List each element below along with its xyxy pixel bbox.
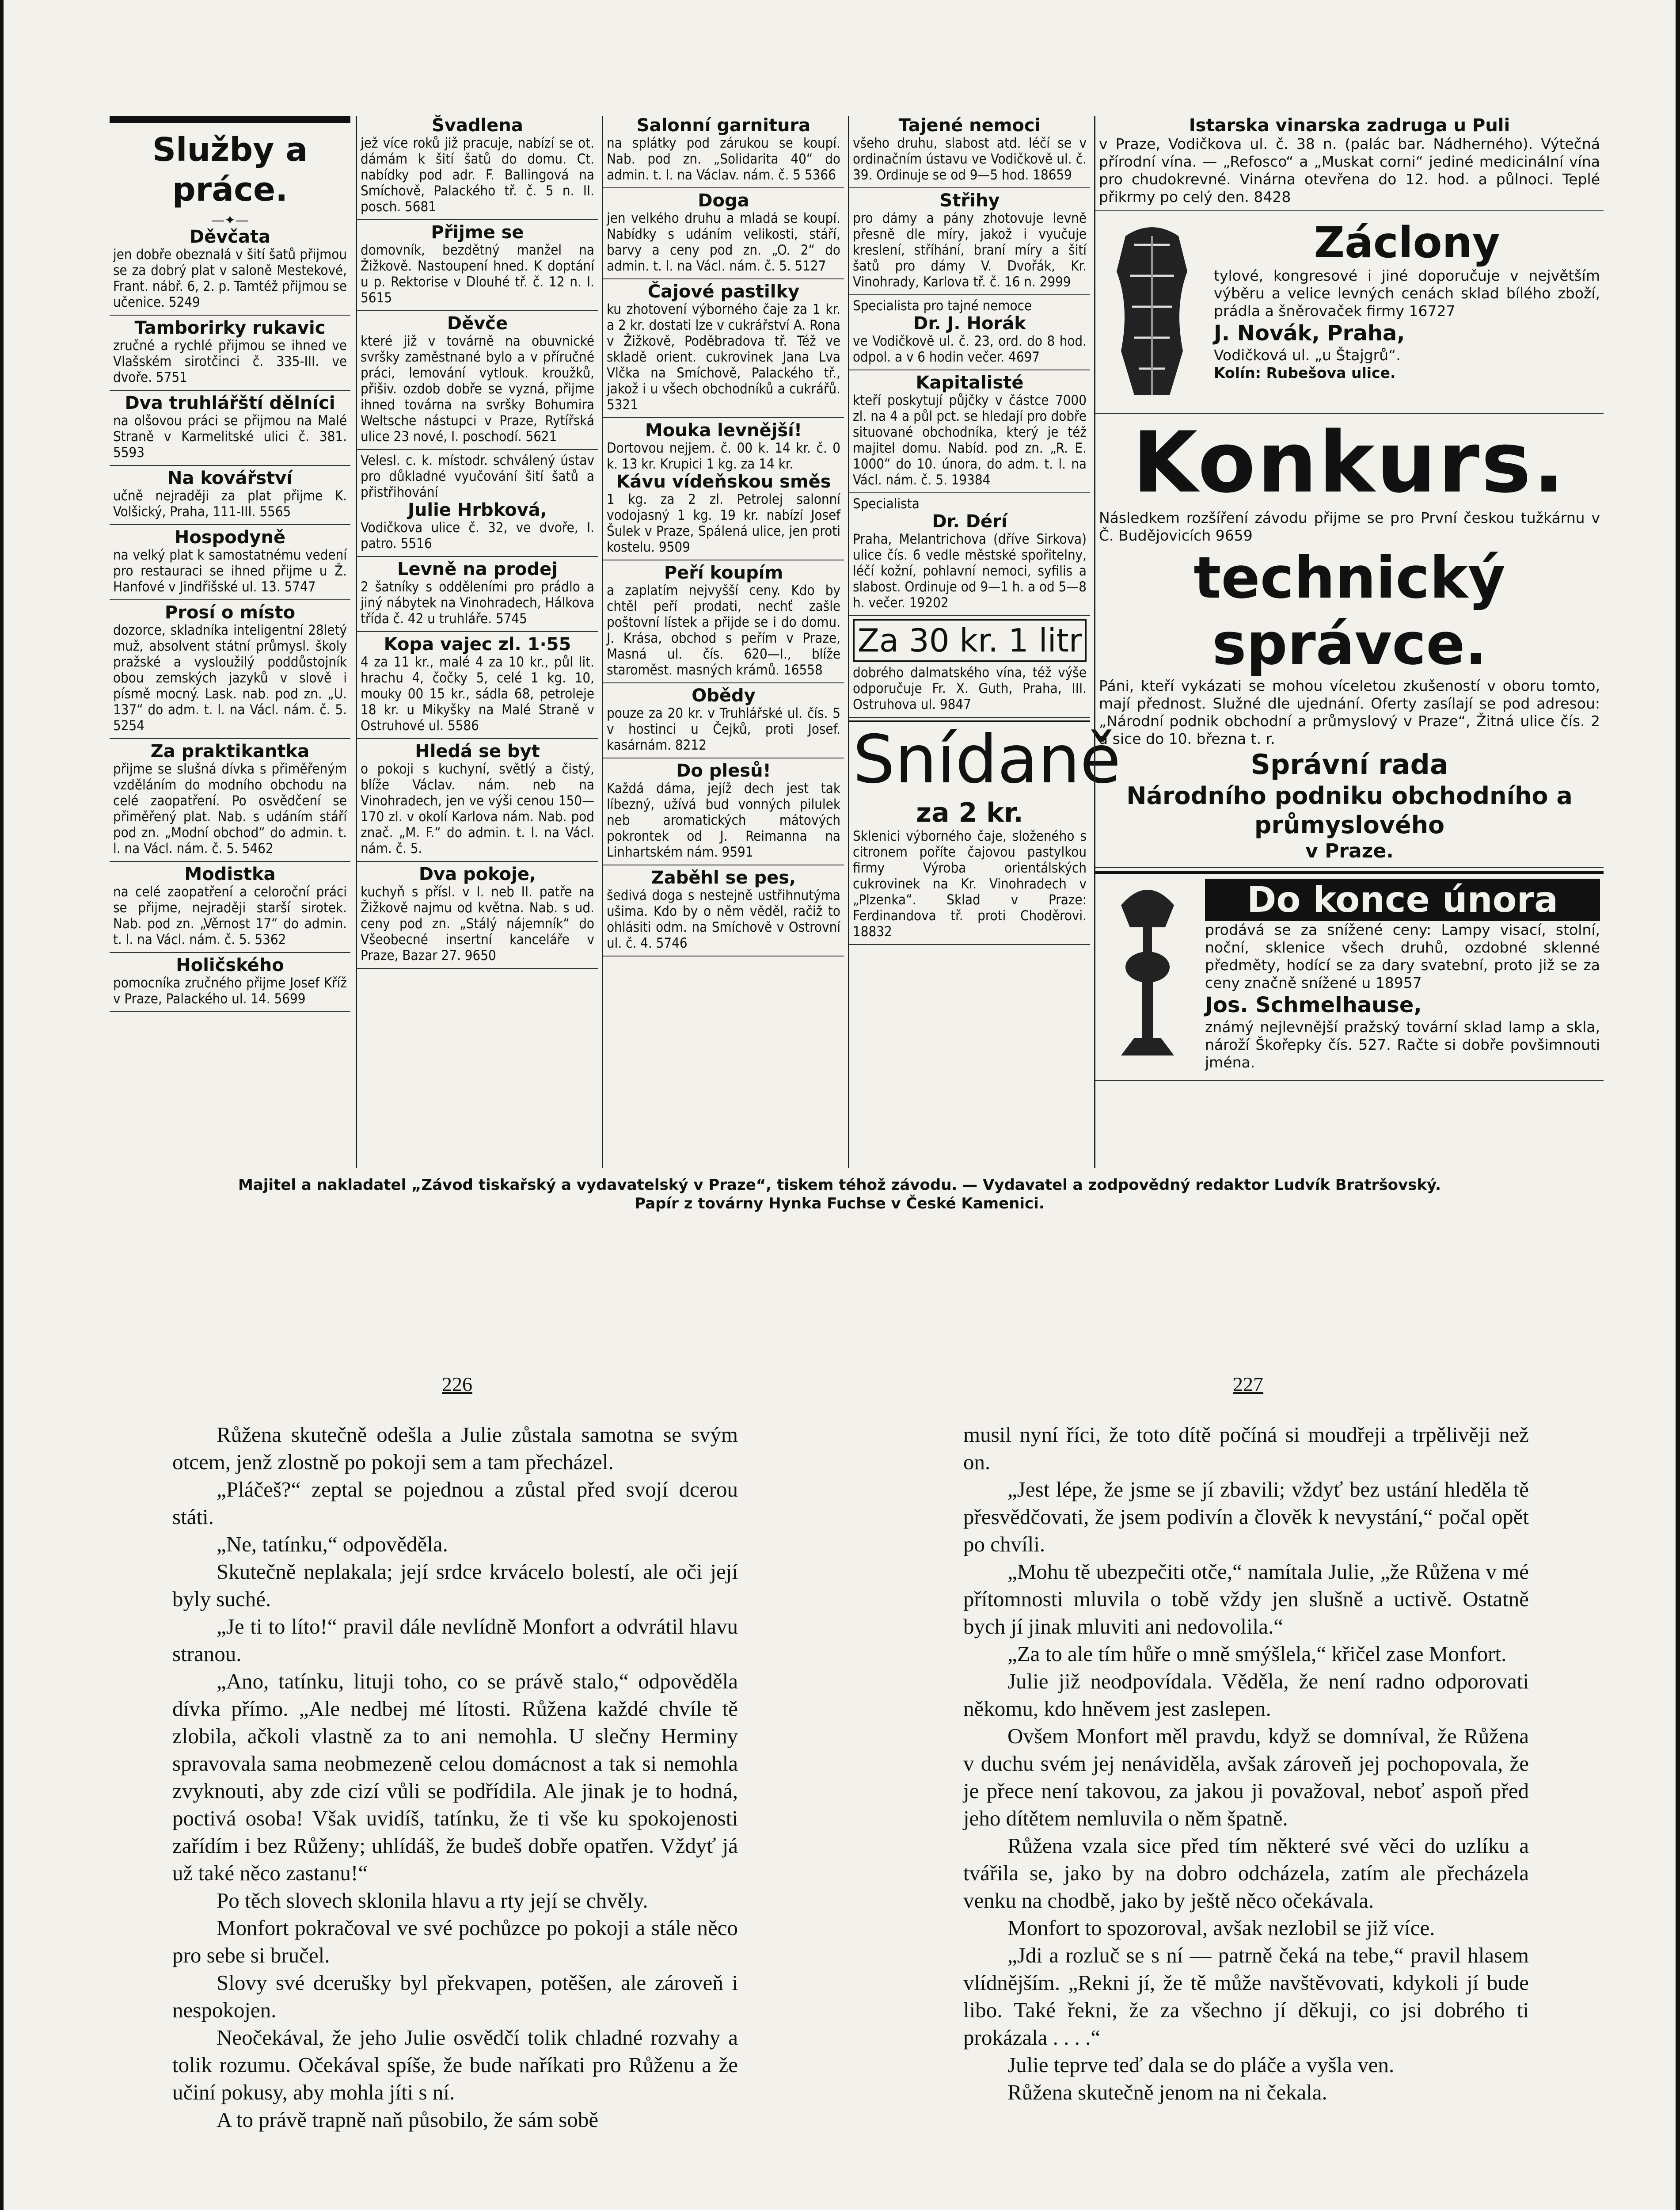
impressum <box>177 1176 1502 1213</box>
ad-istarska <box>1095 116 1604 211</box>
ad-text: kuchyň s přísl. v I. neb II. patře na Žižkově najmu od května. Nab. s ud. ceny pod zn. „Stálý nájemník“ do Všeobecné insertní kanceláře v Praze, Bazar 27. 9650 <box>361 884 594 964</box>
ad-title: Peří koupím <box>664 563 783 583</box>
ad-text: jen dobře obeznalá v šití šatů přijmou se za dobrý plat v saloně Mestekové, Frant. nábř. 6, 2. p. Tamtéž přijmou se učenice. 5249 <box>113 247 347 310</box>
ad-text: Velesl. c. k. místodr. schválený ústav pro důkladné vyučování šití šatů a přistřihování <box>361 453 594 500</box>
story-column-right <box>963 1421 1529 2106</box>
ad-holicsky <box>110 956 350 1012</box>
ad-text: známý nejlevnější pražský tovární sklad lamp a skla, nároží Škořepky čís. 527. Račte si dobře povšimnouti jména. <box>1205 1018 1600 1071</box>
ad-dr-horak <box>849 298 1090 370</box>
ad-text: pouze za 20 kr. v Truhlářské ul. čís. 5 v hostinci u Čejků, proti Josef. kasárnám. 8212 <box>607 705 840 753</box>
paragraph: Skutečně neplakala; její srdce krvácelo bolestí, ale oči její byly suché. <box>172 1559 738 1611</box>
ad-truhlari <box>110 393 350 466</box>
ad-title: Za 30 kr. 1 litr <box>853 619 1087 662</box>
paragraph: Růžena skutečně odešla a Julie zůstala samotna se svým otcem, jenž zlostně po pokoji sem a tam přecházel. <box>172 1422 738 1474</box>
paragraph: Julie teprve teď dala se do pláče a vyšla ven. <box>1007 2053 1395 2077</box>
ad-text: Sklenici výborného čaje, složeného s citronem poříte čajovou pastylkou firmy Výroba orientálských cukrovinek na Kr. Vinohradech v „Plzenka“. Sklad v Praze: Ferdinandova tř. proti Choděrovi. 18832 <box>853 828 1087 940</box>
ad-title: Kávu vídeňskou směs <box>616 472 831 492</box>
ad-title: Konkurs. <box>1132 414 1567 511</box>
ad-title: Modistka <box>184 864 276 884</box>
ad-devcata <box>110 227 350 316</box>
ad-hleda-se-byt <box>357 742 598 862</box>
ad-cajove-pastilky <box>603 282 844 418</box>
paragraph: „Je ti to líto!“ pravil dále nevlídně Monfort a odvrátil hlavu stranou. <box>172 1614 738 1666</box>
ad-title: Tamborirky rukavic <box>134 318 326 338</box>
ads-column-5 <box>1094 116 1604 1168</box>
ad-city: v Praze. <box>1305 840 1394 862</box>
ad-text: dozorce, skladníka inteligentní 28letý muž, absolvent státní průmysl. školy pražské a vysloužilý poddůstojník obou zemských jazyků v slově i písmě mocný. Lask. nab. pod zn. „U. 137“ do adm. t. l. na Václ. nám. č. 5. 5254 <box>113 622 347 734</box>
page-number-left: 226 <box>442 1373 472 1395</box>
ad-text: o pokoji s kuchyní, světlý a čistý, blíže Václav. nám. neb na Vinohradech, jen ve výši cenou 150—170 zl. v okolí Karlova nám. Nab. pod znač. „M. F.“ do admin. t. l. na Václ. nám. č. 5. <box>361 761 594 857</box>
paragraph: „Ne, tatínku,“ odpověděla. <box>217 1532 448 1556</box>
ad-address: Vodičková ul. „u Štajgrů“. <box>1214 347 1401 364</box>
ad-text: jež více roků již pracuje, nabízí se ot. dámám k šití šatů do domu. Ct. nabídky pod adr. F. Ballingová na Smíchově, Palackého tř. č. 5 n. II. posch. 5681 <box>361 135 594 215</box>
paragraph: Růžena vzala sice před tím některé své věci do uzlíku a tvářila se, jako by na dobro odcházela, zatím ale přecházela venku na chodbě, jako by ještě něco očekávala. <box>963 1833 1529 1913</box>
ad-title: Prosí o místo <box>164 602 296 623</box>
ad-title: Dva pokoje, <box>418 864 536 884</box>
ad-text: tylové, kongresové i jiné doporučuje v největším výběru a velice levných cenách sklad bílého zboží, prádla a šněrovaček firmy 16727 <box>1214 267 1600 320</box>
ad-text: na olšovou práci se přijmou na Malé Straně v Karmelitské ulici č. 381. 5593 <box>113 413 347 461</box>
ad-snidane <box>849 720 1121 945</box>
ad-modistka <box>110 865 350 953</box>
ad-title: Istarska vinarska zadruga u Puli <box>1189 115 1510 136</box>
ad-zaclony <box>1095 214 1604 414</box>
ad-text: přijme se slušná dívka s přiměřeným vzděláním do modního obchodu na celé zaopatření. Po osvědčení se přiměřený plat. Nab. s udáním stáří pod zn. „Modní obchod“ do admin. t. l. na Václ. nám. č. 5. 5462 <box>113 761 347 857</box>
paragraph: „Jdi a rozluč se s ní — patrně čeká na tebe,“ pravil hlasem vlídnějším. „Rekni jí, že tě může navštěvovati, kdykoli jí bude libo. Také řekni, že za všechno jí děkuji, co jsi dobrého ti prokázala . . . .“ <box>963 1943 1529 2050</box>
ad-praktikantka <box>110 742 350 862</box>
ad-text: šedivá doga s nestejně ustřihnutýma ušima. Kdo by o něm věděl, račiž to ohlásiti odm. na Smíchově v Ostrovní ul. č. 4. 5746 <box>607 888 840 951</box>
ad-title: Kapitalisté <box>916 373 1024 393</box>
ad-dr-deri <box>849 496 1090 616</box>
ad-title: Obědy <box>692 686 756 706</box>
ad-pretitle: Specialista <box>853 496 920 512</box>
paragraph: A to právě trapně naň působilo, že sám sobě <box>217 2107 599 2132</box>
ad-devce <box>357 314 598 450</box>
ad-strihy <box>849 191 1090 295</box>
ads-column-1 <box>110 116 350 1168</box>
ad-text: Dortovou nejjem. č. 00 k. 14 kr. č. 0 k. 13 kr. Krupici 1 kg. za 14 kr. <box>607 440 840 472</box>
ad-title: Levně na prodej <box>397 559 558 579</box>
ad-text: které již v továrně na obuvnické svršky zaměstnané bylo a v příručné práci, lemování vytlouk. kroužků, přišiv. ozdob dobře se vyzná, přijme ihned továrna na svršky Bohumira Weltsche nástupci v Praze, Rytířská ulice 23 nové, I. poschodí. 5621 <box>361 333 594 445</box>
ad-branch: Kolín: Rubešova ulice. <box>1214 364 1396 381</box>
lamp-illustration <box>1099 879 1196 1069</box>
paragraph: Neočekával, že jeho Julie osvědčí tolik chladné rozvahy a tolik rozumu. Očekával spíše, že bude naříkati pro Růženu a že učiní pokusy, aby mohla jíti s ní. <box>172 2025 738 2104</box>
ad-peri-koupim <box>603 563 844 683</box>
page-number-right: 227 <box>1233 1373 1263 1395</box>
ad-org: Národního podniku obchodního a průmyslového <box>1126 782 1573 839</box>
advertisement-section <box>110 116 1603 1172</box>
ad-text: 2 šatníky s odděleními pro prádlo a jiný nábytek na Vinohradech, Hálkova třída č. 42 u truhláře. 5745 <box>361 579 594 627</box>
ad-text: a zaplatím nejvyšší ceny. Kdo by chtěl peří prodati, nechť zašle poštovní lístek a přijde se i do domu. J. Krása, obchod s peřím v Praze, Masná ul. čís. 620—I., blíže staroměst. masných krámů. 16558 <box>607 583 840 678</box>
ad-svadlena <box>357 116 598 220</box>
ad-zabehl-se-pes <box>603 868 844 956</box>
ad-vino <box>849 619 1090 718</box>
ad-signature: Správní rada <box>1250 748 1448 781</box>
ad-title: Do plesů! <box>676 761 771 781</box>
ad-do-plesu <box>603 761 844 865</box>
ad-text: ku zhotovení výborného čaje za 1 kr. a 2 kr. dostati lze v cukrářství A. Rona v Žižkově, Poděbradova tř. Též ve skladě orient. cukrovinek Jana Lva Vlčka na Smíchově, Palackého tř., jakož i u všech obchodníků a cukrářů. 5321 <box>607 301 840 413</box>
ad-title: Záclony <box>1314 218 1500 267</box>
ad-title: Hledá se byt <box>415 741 540 762</box>
ad-text: v Praze, Vodičkova ul. č. 38 n. (palác bar. Nádherného). Výtečná přírodní vína. — „Refosco“ a „Muskat corni“ jediné medicinální vína pro chudokrevné. Vinárna otevřena do 12. hod. a půlnoci. Teplé přikrmy po celý den. 8428 <box>1099 135 1600 206</box>
ad-subtitle: za 2 kr. <box>916 797 1023 828</box>
ad-title: Kopa vajec zl. 1·55 <box>384 634 571 655</box>
paragraph: Slovy své dcerušky byl překvapen, potěšen, ale zároveň i nespokojen. <box>172 1970 738 2022</box>
paragraph: Po těch slovech sklonila hlavu a rty její se chvěly. <box>217 1888 648 1913</box>
ads-column-3 <box>602 116 844 1168</box>
paragraph: Julie již neodpovídala. Věděla, že není radno odporovati někomu, kdo hněvem jest zaslepen. <box>963 1669 1529 1721</box>
corset-illustration <box>1099 218 1205 404</box>
ad-pretitle: Specialista pro tajné nemoce <box>853 298 1032 314</box>
ad-text: dobrého dalmatského vína, též výše odporučuje Fr. X. Guth, Praha, III. Ostruhova ul. 9847 <box>853 665 1087 713</box>
paragraph: Růžena skutečně jenom na ni čekala. <box>1007 2080 1327 2104</box>
ad-text: zručné a rychlé přijmou se ihned ve Vlašském sirotčinci č. 335-III. ve dvoře. 5751 <box>113 338 347 385</box>
ad-text: na splátky pod zárukou se koupí. Nab. pod zn. „Solidarita 40“ do admin. t. l. na Václav. nám. č. 5 5366 <box>607 135 840 183</box>
ads-column-4 <box>848 115 1121 1168</box>
ad-title: Tajené nemoci <box>898 115 1041 136</box>
ad-title: Mouka levnější! <box>645 420 802 441</box>
ad-title: Na kovářství <box>167 468 293 488</box>
ad-text: kteří poskytují půjčky v částce 7000 zl. na 4 a půl pct. se hledají pro dobře situované obchodníka, který je též majitel domu. Nabíd. pod zn. „R. E. 1000“ do 10. února, do adm. t. l. na Václ. nám. č. 5. 19384 <box>853 392 1087 488</box>
ad-title: Doga <box>698 191 749 211</box>
paragraph: Monfort pokračoval ve své pochůzce po pokoji a stále něco pro sebe si bručel. <box>172 1916 738 1967</box>
ad-konkurs <box>1095 416 1604 868</box>
ad-text: jen velkého druhu a mladá se koupí. Nabídky s udáním velikosti, stáří, barvy a ceny pod zn. „O. 2“ do admin. t. l. na Václ. nám. č. 5. 5127 <box>607 210 840 274</box>
ad-text: pomocníka zručného přijme Josef Kříž v Praze, Palackého ul. 14. 5699 <box>113 975 347 1007</box>
impressum-line: Majitel a nakladatel „Závod tiskařský a vydavatelský v Praze“, tiskem téhož závodu. — Vydavatel a zodpovědný redaktor Ludvík Bratršovský. <box>238 1176 1441 1194</box>
ad-title: Zaběhl se pes, <box>651 868 796 888</box>
ad-do-konce-unora <box>1095 871 1604 1081</box>
ad-text: učně nejraději za plat přijme K. Volšický, Praha, 111-III. 5565 <box>113 488 347 520</box>
ad-prosi-o-misto <box>110 603 350 739</box>
ad-subtitle: technický správce. <box>1193 544 1505 678</box>
ad-text: všeho druhu, slabost atd. léčí se v ordinačním ústavu ve Vodičkově ul. č. 39. Ordinuje se od 9—5 hod. 18659 <box>853 135 1087 183</box>
ad-title: Přijme se <box>431 222 524 243</box>
ad-kopa-vajec <box>357 635 598 739</box>
ad-text: Praha, Melantrichova (dříve Sirkova) ulice čís. 6 vedle městské spořitelny, léčí kožní, pohlavní nemoci, syfilis a slabost. Ordinuje od 9—1 h. a od 5—8 h. večer. 19202 <box>853 531 1087 611</box>
ad-text: Následkem rozšíření závodu přijme se pro První českou tužkárnu v Č. Budějovicích 9659 <box>1099 509 1600 544</box>
ad-doga <box>603 191 844 279</box>
ad-text: domovník, bezdětný manžel na Žižkově. Nastoupení hned. K doptání u p. Rektorise v Dlouhé tř. č. 12 n. I. 5615 <box>361 242 594 306</box>
ad-obedy <box>603 686 844 758</box>
ad-levne-na-prodej <box>357 560 598 632</box>
ad-title: Julie Hrbková, <box>408 500 547 520</box>
impressum-line: Papír z továrny Hynka Fuchse v České Kamenici. <box>635 1195 1045 1212</box>
ad-firm: J. Novák, Praha, <box>1214 321 1405 346</box>
ad-text: Páni, kteří vykázati se mohou víceletou zkušeností v oboru tomto, mají přednost. Služné dle ujednání. Oferty zasílají se pod adresou: „Národní podnik obchodní a průmyslový v Praze“, Žitná ulice čís. 2 a sice do 10. března t. r. <box>1099 677 1600 747</box>
ad-title: Za praktikantka <box>150 741 310 762</box>
ad-julie-hrbkova <box>357 453 598 557</box>
ad-tajene-nemoci <box>849 116 1090 188</box>
ad-text: prodává se za snížené ceny: Lampy visací, stolní, noční, sklenice všech druhů, ozdobné sklenné předměty, hodící se za dary svatební, proto již se za ceny značně snížené u 18957 <box>1205 921 1600 991</box>
ad-hospodyne <box>110 528 350 600</box>
ad-title: Střihy <box>939 191 1000 211</box>
ad-title: Čajové pastilky <box>647 282 800 302</box>
ad-title: Salonní garnitura <box>636 115 811 136</box>
ad-title: Děvče <box>447 313 508 334</box>
ornament: —✦— <box>211 213 249 228</box>
paragraph: Monfort to spozoroval, avšak nezlobil se již více. <box>1007 1916 1435 1940</box>
ad-title: Dr. J. Horák <box>913 313 1026 334</box>
section-heading: Služby a práce. <box>110 116 350 210</box>
ad-text: Vodičkova ulice č. 32, ve dvoře, I. patro. 5516 <box>361 520 594 552</box>
story-column-left <box>172 1421 738 2134</box>
paragraph: musil nyní říci, že toto dítě počíná si moudřeji a trpělivěji než on. <box>963 1422 1529 1474</box>
paragraph: „Za to ale tím hůře o mně smýšlela,“ křičel zase Monfort. <box>1007 1642 1507 1666</box>
ad-prijme-se <box>357 223 598 311</box>
ad-text: 1 kg. za 2 zl. Petrolej salonní vodojasný 1 kg. 19 kr. nabízí Josef Šulek v Praze, Spálená ulice, jen proti kostelu. 9509 <box>607 492 840 555</box>
ad-text: pro dámy a pány zhotovuje levně přesně dle míry, jakož i vyučuje kreslení, stříhání, braní míry a šití šatů pro dámy V. Dvořák, Kr. Vinohrady, Karlova tř. č. 16 n. 2999 <box>853 210 1087 290</box>
paragraph: „Ano, tatínku, lituji toho, co se právě stalo,“ odpověděla dívka přímo. „Ale nedbej mé lítosti. Růžena každé chvíle tě zlobila, ačkoli vlastně za to ani nemohla. U slečny Herminy spravovala sama neobmezeně celou domácnost a tak si nemohla zvyknouti, aby zde cizí vůli se podřídila. Ale jinak je to hodná, poctivá osoba! Však uvidíš, tatínku, že ti vše ku spokojenosti zařídím i bez Růženy; uhlídáš, že budeš dobře opatřen. Vždyť já už také něco zastanu!“ <box>172 1669 738 1885</box>
ad-title: Švadlena <box>432 115 523 136</box>
ad-text: na velký plat k samostatnému vedení pro restauraci se ihned přijme u Ž. Hanfové v Jindřišské ul. 13. 5747 <box>113 547 347 595</box>
ad-dva-pokoje <box>357 865 598 969</box>
paragraph: Ovšem Monfort měl pravdu, když se domníval, že Růžena v duchu svém jej nenáviděla, avšak zároveň jej pochopovala, že je přece není takovou, za jakou ji považoval, neboť aspoň před jeho dítětem nemluvila o něm špatně. <box>963 1724 1529 1830</box>
ad-title: Do konce února <box>1205 879 1600 921</box>
ad-title: Snídaně <box>853 721 1121 798</box>
ad-text: ve Vodičkově ul. č. 23, ord. do 8 hod. odpol. a v 6 hodin večer. 4697 <box>853 333 1087 365</box>
ad-title: Hospodyně <box>174 527 286 548</box>
ad-text: na celé zaopatření a celoroční práci se přijme, nejraději starší sirotek. Nab. pod zn. „Věrnost 17“ do admin. t. l. na Václ. nám. č. 5. 5362 <box>113 884 347 948</box>
paragraph: „Pláčeš?“ zeptal se pojednou a zůstal před svojí dcerou státi. <box>172 1477 738 1529</box>
ad-title: Dr. Dérí <box>932 511 1007 532</box>
ad-title: Děvčata <box>189 227 271 247</box>
ad-text: Každá dáma, jejíž dech jest tak líbezný, užívá bud vonných pilulek neb aromatických mátových pokrontek od J. Reimanna na Linhartském nám. 9591 <box>607 781 840 860</box>
ad-salonni-garnitura <box>603 116 844 188</box>
ad-title: Holičského <box>176 955 284 975</box>
ad-text: 4 za 11 kr., malé 4 za 10 kr., půl lit. hrachu 4, čočky 5, celé 1 kg. 10, mouky 00 15 kr., sádla 68, petroleje 18 kr. u Mikyšky na Malé Straně v Ostruhové ul. 5586 <box>361 654 594 734</box>
ads-column-2 <box>356 116 598 1168</box>
ad-kapitaliste <box>849 373 1090 493</box>
ad-tamborirky <box>110 318 350 391</box>
paragraph: „Jest lépe, že jsme se jí zbavili; vždyť bez ustání hleděla tě přesvědčovati, že jsem podivín a člověk k nevystání,“ počal opět po chvíli. <box>963 1477 1529 1556</box>
ad-title: Dva truhlářští dělníci <box>125 393 335 413</box>
ad-firm: Jos. Schmelhause, <box>1205 993 1422 1017</box>
ad-mouka <box>603 421 844 560</box>
ad-kovarstvi <box>110 469 350 525</box>
paragraph: „Mohu tě ubezpečiti otče,“ namítala Julie, „že Růžena v mé přítomnosti mluvila o tobě vždy jen slušně a uctivě. Ostatně bych jí jinak mluviti ani nedovolila.“ <box>963 1559 1529 1638</box>
